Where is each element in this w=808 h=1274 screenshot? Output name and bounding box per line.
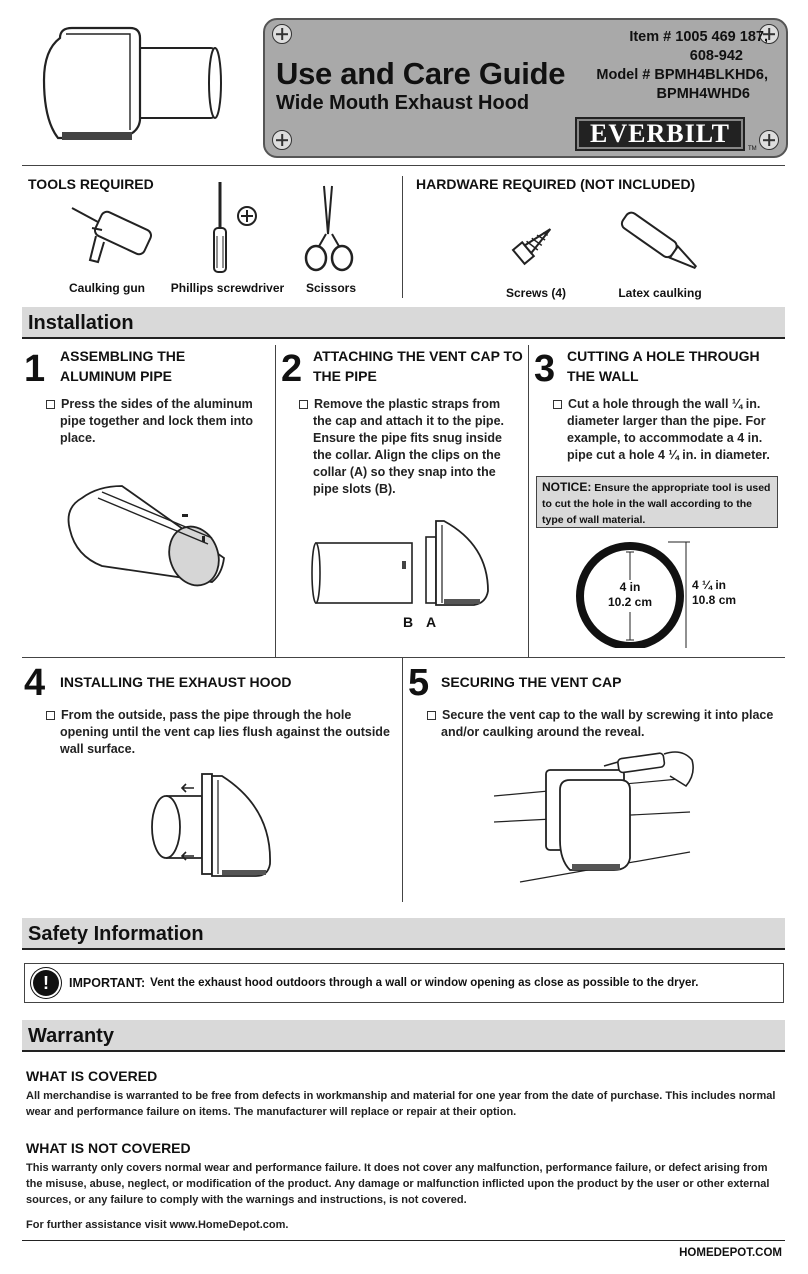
brand-logo: EVERBILT [575, 117, 745, 151]
step-text [553, 396, 779, 464]
footer-divider [22, 1240, 785, 1241]
step-text-body: Cut a hole through the wall ¼ in. diameter larger than the pipe. For example, to accommodate a 4 in. pipe cut a hole 4 ¼ in. in diameter. [567, 397, 770, 462]
what-is-not-covered-heading: WHAT IS NOT COVERED [26, 1140, 191, 1156]
screw-icon [272, 24, 292, 44]
step-title: SECURING THE VENT CAP [441, 674, 622, 690]
checkbox-bullet [299, 400, 308, 409]
step-text-body: Remove the plastic straps from the cap and attach it to the pipe. Ensure the pipe fits snug inside the collar. Align the clips on the collar (A) so they snap into the pipe slots (B). [313, 397, 504, 496]
step-title [567, 346, 781, 386]
trademark-mark: TM [748, 146, 757, 152]
step-title: INSTALLING THE EXHAUST HOOD [60, 674, 292, 690]
item-model-info [596, 28, 768, 104]
what-is-covered-text: All merchandise is warranted to be free from defects in workmanship and material for one year from the date of purchase. This includes normal wear and performance failure on items. The manufacturer will replace or repair at their option. [26, 1090, 776, 1118]
step-text-body: From the outside, pass the pipe through the hole opening until the vent cap lies flush against the outside wall surface. [60, 708, 390, 756]
item-number-line2: 608-942 [689, 48, 743, 64]
exhaust-hood-install-illustration [146, 768, 286, 888]
warranty-heading: Warranty [22, 1020, 785, 1052]
checkbox-bullet [46, 400, 55, 409]
scissors-icon [302, 182, 356, 281]
phillips-screwdriver-icon [205, 180, 265, 281]
step-title [313, 346, 523, 386]
step-title-line: ALUMINUM PIPE [60, 368, 172, 384]
inner-diameter-label [604, 580, 656, 610]
item-number-line1: Item # 1005 469 187, [629, 29, 768, 45]
warning-icon: ! [33, 970, 59, 996]
important-text: Vent the exhaust hood outdoors through a wall or window opening as close as possible to the dryer. [150, 977, 699, 989]
tool-label-scissors: Scissors [305, 281, 357, 295]
footer-site: HOMEDEPOT.COM [679, 1247, 782, 1259]
safety-heading: Safety Information [22, 918, 785, 950]
latex-caulking-tube-icon [612, 208, 712, 283]
inner-diameter-cm: 10.2 cm [607, 595, 653, 609]
assistance-text: For further assistance visit www.HomeDepot.com. [26, 1219, 289, 1231]
tool-label-caulking-gun: Caulking gun [69, 281, 145, 295]
aluminum-pipe-illustration [62, 478, 242, 593]
tools-heading: TOOLS REQUIRED [28, 176, 154, 192]
page-subtitle: Wide Mouth Exhaust Hood [276, 92, 530, 114]
step-text-body: Secure the vent cap to the wall by screwing it into place and/or caulking around the reveal. [441, 708, 774, 739]
step-text [46, 396, 260, 447]
label-a: A [426, 614, 437, 630]
step-text [46, 707, 396, 758]
caulking-gun-icon [68, 200, 158, 275]
step-text [427, 707, 777, 741]
divider [22, 657, 785, 658]
label-b: B [403, 614, 414, 630]
screw-icon [759, 130, 779, 150]
screw-hardware-icon [505, 212, 565, 277]
notice-text: Ensure the appropriate tool is used to cut the hole in the wall according to the type of wall material. [542, 482, 771, 526]
step-title-line: ATTACHING THE VENT CAP TO [313, 348, 523, 364]
screw-icon [272, 130, 292, 150]
what-is-not-covered-text: This warranty only covers normal wear and performance failure. It does not cover any malfunction, performance failure, or defect arising from the misuse, abuse, neglect, or modification of the product. Any damage or malfunction inflicted upon the product by the user or other external sources, or any failure to comply with the warnings and instructions, is not covered. [26, 1162, 770, 1206]
hardware-label-screws: Screws (4) [505, 286, 567, 300]
divider [528, 345, 529, 657]
vent-cap-attach-illustration [310, 515, 500, 620]
hardware-label-latex-caulking: Latex caulking [618, 286, 702, 300]
important-label: IMPORTANT: [69, 976, 146, 990]
step-number: 4 [24, 662, 46, 704]
hardware-heading: HARDWARE REQUIRED (NOT INCLUDED) [416, 176, 696, 192]
step-title-line: THE WALL [567, 368, 639, 384]
divider [402, 657, 403, 902]
model-number-line2: BPMH4WHD6 [656, 86, 750, 102]
divider [275, 345, 276, 657]
outer-diameter-in: 4 ¼ in [692, 578, 727, 592]
secure-vent-cap-illustration [490, 740, 700, 895]
installation-heading: Installation [22, 307, 785, 339]
step-title-line: ASSEMBLING THE [60, 348, 186, 364]
step-number: 1 [24, 348, 46, 390]
notice-label: NOTICE: [542, 480, 592, 494]
what-is-covered-heading: WHAT IS COVERED [26, 1068, 158, 1084]
checkbox-bullet [427, 711, 436, 720]
notice-box [536, 476, 778, 528]
step-title-line: THE PIPE [313, 368, 377, 384]
outer-diameter-label [692, 578, 736, 608]
step-title-line: CUTTING A HOLE THROUGH [567, 348, 760, 364]
checkbox-bullet [46, 711, 55, 720]
step-number: 3 [534, 348, 556, 390]
step-title [60, 346, 270, 386]
step-number: 5 [408, 662, 430, 704]
step-text-body: Press the sides of the aluminum pipe together and lock them into place. [60, 397, 254, 445]
inner-diameter-in: 4 in [619, 580, 641, 594]
important-notice [24, 963, 784, 1003]
outer-diameter-cm: 10.8 cm [692, 593, 737, 607]
model-number-line1: Model # BPMH4BLKHD6, [596, 67, 768, 83]
tool-label-phillips-screwdriver: Phillips screwdriver [170, 281, 285, 295]
product-illustration [30, 20, 230, 150]
page-title: Use and Care Guide [276, 56, 566, 91]
checkbox-bullet [553, 400, 562, 409]
divider [22, 165, 785, 166]
step-text [299, 396, 521, 498]
step-number: 2 [281, 348, 303, 390]
divider [402, 176, 403, 298]
